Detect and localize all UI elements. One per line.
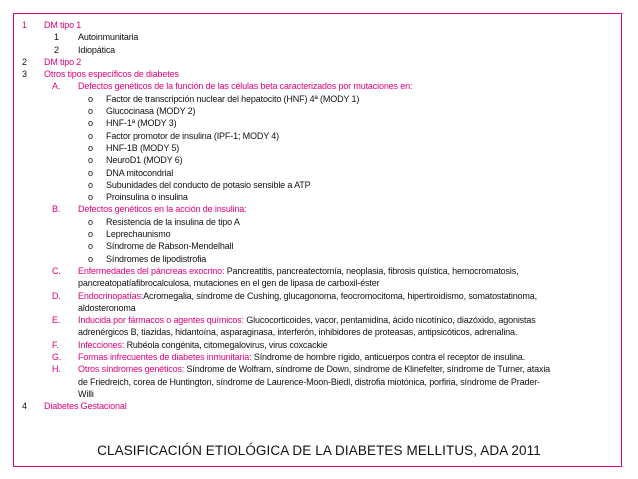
item-3f bbox=[22, 339, 622, 351]
bullet-item bbox=[22, 179, 622, 191]
bullet-marker: o bbox=[88, 253, 93, 264]
item-1-2 bbox=[22, 44, 622, 56]
bullet-text: DNA mitocondrial bbox=[106, 167, 174, 178]
item-number: 1 bbox=[22, 20, 27, 30]
item-label: Inducida por fármacos o agentes químicos: bbox=[78, 315, 244, 326]
item-4 bbox=[22, 400, 622, 412]
bullet-text: Glucocinasa (MODY 2) bbox=[106, 106, 196, 117]
bullet-text: Factor promotor de insulina (IPF-1; MODY 4) bbox=[106, 130, 279, 141]
item-label: Enfermedades del páncreas exocrino: bbox=[78, 265, 225, 276]
item-letter: E. bbox=[52, 315, 61, 326]
bullet-marker: o bbox=[88, 229, 93, 240]
item-text: Idiopática bbox=[78, 44, 116, 55]
bullet-text: Leprechaunismo bbox=[106, 229, 171, 240]
item-text: aldosteronoma bbox=[78, 302, 136, 313]
bullet-marker: o bbox=[88, 106, 93, 117]
item-3b bbox=[22, 203, 622, 215]
item-text: Acromegalia, síndrome de Cushing, glucagonoma, feocromocitoma, hipertiroidismo, somatostatinoma, bbox=[143, 290, 537, 301]
bullet-text: HNF-1ª (MODY 3) bbox=[106, 118, 177, 129]
bullet-item bbox=[22, 154, 622, 166]
bullet-item bbox=[22, 142, 622, 154]
item-text: Síndrome de hombre rígido, anticuerpos contra el receptor de insulina. bbox=[251, 352, 526, 363]
item-number: 3 bbox=[22, 69, 27, 80]
bullet-item bbox=[22, 167, 622, 179]
bullet-marker: o bbox=[88, 179, 93, 190]
item-3c bbox=[22, 265, 622, 277]
item-text: Autoinmunitaria bbox=[78, 32, 139, 43]
item-3e-cont bbox=[22, 326, 622, 338]
item-text: Defectos genéticos de la función de las células beta caracterizados por mutaciones en: bbox=[78, 81, 413, 92]
item-letter: G. bbox=[52, 352, 62, 363]
bullet-item bbox=[22, 240, 622, 252]
item-3d-cont bbox=[22, 302, 622, 314]
item-3a bbox=[22, 80, 622, 92]
item-text: Pancreatitis, pancreatectomía, neoplasia, fibrosis quística, hemocromatosis, bbox=[224, 265, 519, 276]
item-text: DM tipo 1 bbox=[44, 20, 82, 30]
bullet-item bbox=[22, 253, 622, 265]
item-3a-bullets bbox=[22, 93, 622, 204]
item-3 bbox=[22, 68, 622, 80]
item-number: 2 bbox=[54, 44, 59, 55]
item-text: pancreatopatíafibrocalculosa, mutaciones en el gen de lipasa de carboxil-éster bbox=[78, 278, 380, 289]
bullet-text: Subunidades del conducto de potasio sensible a ATP bbox=[106, 179, 311, 190]
bullet-marker: o bbox=[88, 155, 93, 166]
item-number: 1 bbox=[54, 32, 59, 43]
item-text: Willi bbox=[78, 388, 94, 399]
item-letter: B. bbox=[52, 204, 61, 215]
item-text: adrenérgicos B, tiazidas, hidantoína, asparaginasa, interferón, inhibidores de proteasas, antipsicóticos, adrenalina. bbox=[78, 327, 518, 338]
item-3e bbox=[22, 314, 622, 326]
bullet-text: Resistencia de la insulina de tipo A bbox=[106, 216, 240, 227]
bullet-marker: o bbox=[88, 241, 93, 252]
bullet-item bbox=[22, 130, 622, 142]
bullet-marker: o bbox=[88, 130, 93, 141]
item-letter: F. bbox=[52, 339, 59, 350]
item-letter: D. bbox=[52, 290, 61, 301]
item-3c-cont bbox=[22, 277, 622, 289]
item-label: Infecciones: bbox=[78, 339, 125, 350]
bullet-marker: o bbox=[88, 93, 93, 104]
item-label: Formas infrecuentes de diabetes inmunitaria: bbox=[78, 352, 252, 363]
item-3h-cont bbox=[22, 376, 622, 388]
bullet-marker: o bbox=[88, 118, 93, 129]
item-number: 4 bbox=[22, 401, 27, 412]
classification-list bbox=[22, 19, 622, 413]
bullet-text: Síndromes de lipodistrofia bbox=[106, 253, 207, 264]
item-3h-cont2 bbox=[22, 388, 622, 400]
bullet-text: Proinsulina o insulina bbox=[106, 192, 188, 203]
bullet-item bbox=[22, 105, 622, 117]
bullet-text: HNF-1B (MODY 5) bbox=[106, 142, 180, 153]
item-text: Diabetes Gestacional bbox=[44, 401, 127, 412]
item-text: Rubéola congénita, citomegalovirus, virus coxcackie bbox=[124, 339, 328, 350]
item-label: Endocrinopatías: bbox=[78, 290, 144, 301]
bullet-marker: o bbox=[88, 142, 93, 153]
bullet-item bbox=[22, 216, 622, 228]
bullet-marker: o bbox=[88, 167, 93, 178]
item-text: Glucocorticoides, vacor, pentamidina, ácido nicotínico, diazóxido, agonistas bbox=[243, 315, 536, 326]
item-letter: A. bbox=[52, 81, 61, 92]
bullet-item bbox=[22, 228, 622, 240]
bullet-marker: o bbox=[88, 216, 93, 227]
item-3b-bullets bbox=[22, 216, 622, 265]
bullet-text: NeuroD1 (MODY 6) bbox=[106, 155, 183, 166]
item-label: Otros síndromes genéticos: bbox=[78, 364, 185, 375]
item-3h bbox=[22, 363, 622, 375]
item-1-1 bbox=[22, 31, 622, 43]
item-text: DM tipo 2 bbox=[44, 56, 82, 67]
bullet-text: Síndrome de Rabson-Mendelhall bbox=[106, 241, 234, 252]
item-text: de Friedreich, corea de Huntington, síndrome de Laurence-Moon-Biedl, distrofia miotónica, porfiria, síndrome de Prader- bbox=[78, 376, 540, 387]
bullet-item bbox=[22, 191, 622, 203]
item-1 bbox=[22, 19, 622, 31]
item-letter: H. bbox=[52, 364, 61, 375]
item-number: 2 bbox=[22, 56, 27, 67]
bullet-item bbox=[22, 117, 622, 129]
item-letter: C. bbox=[52, 265, 61, 276]
bullet-marker: o bbox=[88, 192, 93, 203]
bullet-text: Factor de transcripción nuclear del hepatocito (HNF) 4ª (MODY 1) bbox=[106, 93, 360, 104]
item-3g bbox=[22, 351, 622, 363]
item-text: Otros tipos específicos de diabetes bbox=[44, 69, 179, 80]
page-caption: CLASIFICACIÓN ETIOLÓGICA DE LA DIABETES MELLITUS, ADA 2011 bbox=[97, 443, 541, 458]
item-2 bbox=[22, 56, 622, 68]
item-text: Síndrome de Wolfram, síndrome de Down, síndrome de Klinefelter, síndrome de Turner, ataxia bbox=[184, 364, 551, 375]
item-3d bbox=[22, 290, 622, 302]
item-text: Defectos genéticos en la acción de insulina: bbox=[78, 204, 247, 215]
bullet-item bbox=[22, 93, 622, 105]
